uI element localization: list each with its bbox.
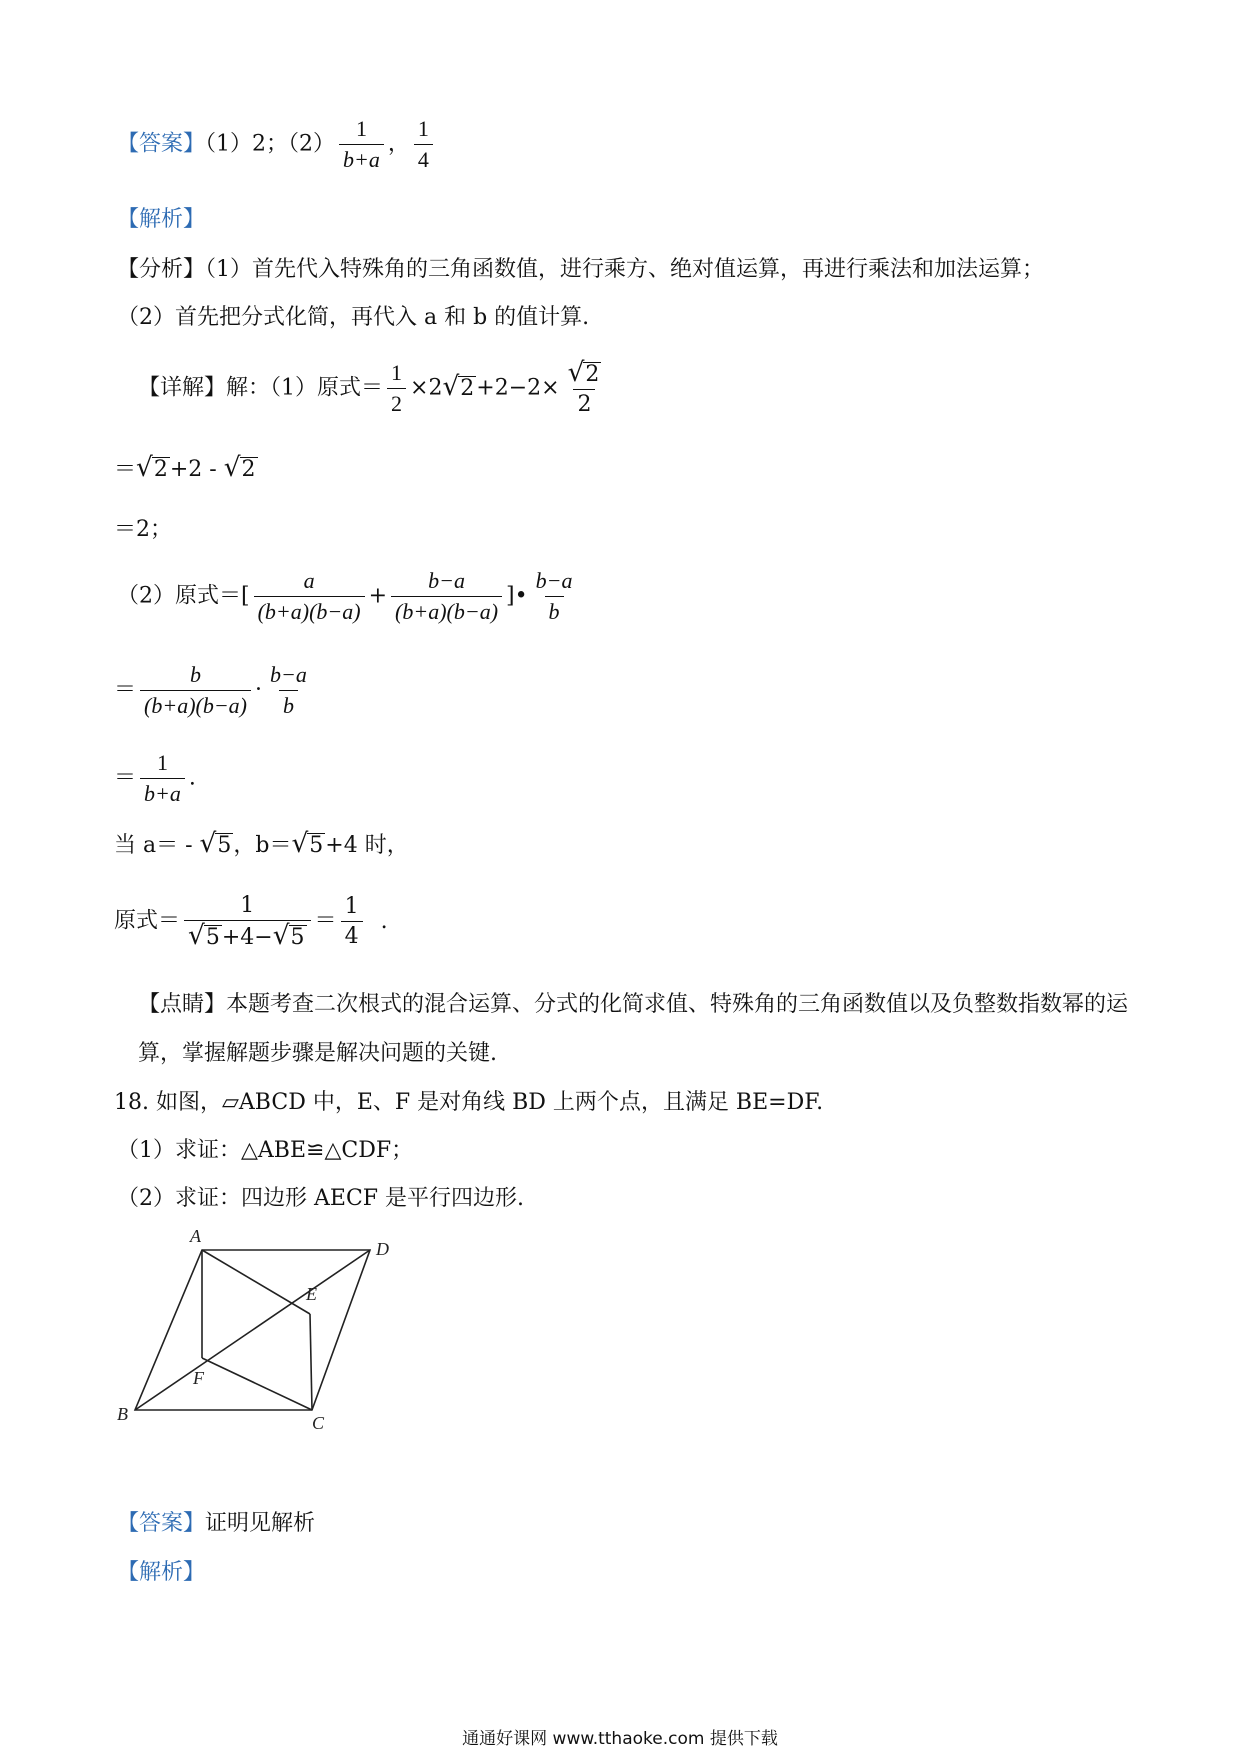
answer-tag: 【答案】 — [117, 131, 206, 157]
label-c: C — [312, 1413, 325, 1432]
sqrt-2: √ 2 — [442, 370, 475, 402]
fenxi-line-2: （2）首先把分式化简，再代入 a 和 b 的值计算. — [117, 305, 590, 330]
detail-line-6: ＝ $\frac{1}{b+a}$ . — [114, 750, 196, 806]
dianjing-line-2: 算，掌握解题步骤是解决问题的关键. — [138, 1041, 497, 1066]
detail-line-3: ＝2； — [114, 517, 172, 542]
detail-frac-sqrt2-over-2: √ 2 2 — [567, 357, 600, 417]
label-b: B — [117, 1404, 128, 1424]
detail-line-4: （2）原式＝[ $\frac{a}{(b+a)(b-a)}$ + $\frac{b-a}{(b+a)(b-a)}$ ]• $\frac{b-a}{b}$ — [117, 568, 580, 625]
fraction: $\frac{b}{(b+a)(b-a)}$ — [140, 662, 251, 719]
fraction: $\frac{b-a}{b}$ — [270, 662, 307, 718]
dianjing-tag: 【点睛】 — [138, 992, 227, 1017]
fraction: $\frac{1}{4}$ — [341, 894, 363, 949]
answer-fraction-1: $\frac{1}{b+a}$ — [339, 116, 384, 173]
detail-line-2: ＝ √ 2 +2 - √ 2 — [114, 452, 256, 483]
label-a: A — [190, 1226, 201, 1246]
answer-fraction-2: $\frac{1}{4}$ — [414, 116, 433, 173]
answer-line-1 — [117, 116, 437, 173]
label-f: F — [193, 1368, 204, 1388]
fraction: $\frac{a}{(b+a)(b-a)}$ — [254, 568, 365, 625]
fraction: $\frac{1}{b+a}$ — [140, 750, 185, 807]
answer-line-2: 【答案】证明见解析 — [117, 1511, 316, 1536]
label-d: D — [376, 1239, 389, 1259]
detail-frac-half: $\frac{1}{2}$ — [387, 360, 406, 417]
answer-text: （1）2；（2） — [205, 131, 336, 157]
fraction: $\frac{b-a}{(b+a)(b-a)}$ — [391, 568, 502, 625]
analysis-tag: 【解析】 — [117, 207, 206, 232]
parallelogram-figure — [100, 1222, 420, 1432]
answer-separator: ， — [387, 131, 410, 157]
fenxi-tag: 【分析】 — [117, 257, 206, 282]
sqrt-5: √ 5 — [199, 828, 232, 859]
segment-ec — [310, 1314, 312, 1410]
segment-fc — [202, 1358, 312, 1410]
sqrt-5: √ 5 — [291, 828, 324, 859]
answer-tag: 【答案】 — [117, 1511, 206, 1536]
sqrt-2: √ 2 — [223, 452, 256, 483]
detail-line-1: 【详解】解：（1）原式＝ $\frac{1}{2}$ ×2 √ 2 +2−2× √ 2 2 — [138, 360, 609, 417]
detail-line-7: 当 a＝ - √ 5 ，b＝ √ 5 +4 时， — [114, 828, 409, 859]
fenxi-line-1: 【分析】（1）首先代入特殊角的三角函数值，进行乘方、绝对值运算，再进行乘法和加法运算； — [117, 257, 1045, 282]
segment-ae — [202, 1250, 310, 1314]
detail-tag: 【详解】 — [138, 375, 227, 401]
detail-line-8: 原式＝ 1 √ 5 +4− √ 5 ＝ $\frac{1}{4}$ . — [114, 893, 388, 951]
sqrt-2: √ 2 — [136, 452, 168, 483]
q18-sub2: （2）求证：四边形 AECF 是平行四边形. — [117, 1186, 525, 1211]
detail-line-5: ＝ $\frac{b}{(b+a)(b-a)}$ · $\frac{b-a}{b}$ — [114, 662, 315, 719]
q18-sub1: （1）求证：△ABE≌△CDF； — [117, 1138, 414, 1163]
page-footer: 通通好课网 www.tthaoke.com 提供下载 — [462, 1729, 778, 1749]
dianjing-line-1: 【点睛】本题考查二次根式的混合运算、分式的化简求值、特殊角的三角函数值以及负整数指数幂的运 — [138, 992, 1129, 1017]
fraction: 1 √ 5 +4− √ 5 — [184, 893, 311, 950]
diagonal-bd — [135, 1250, 370, 1410]
analysis-tag-2: 【解析】 — [117, 1560, 206, 1585]
label-e: E — [306, 1284, 317, 1304]
fraction: $\frac{b-a}{b}$ — [535, 568, 573, 624]
q18-stem: 18. 如图，▱ABCD 中，E、F 是对角线 BD 上两个点，且满足 BE=DF. — [114, 1090, 824, 1115]
